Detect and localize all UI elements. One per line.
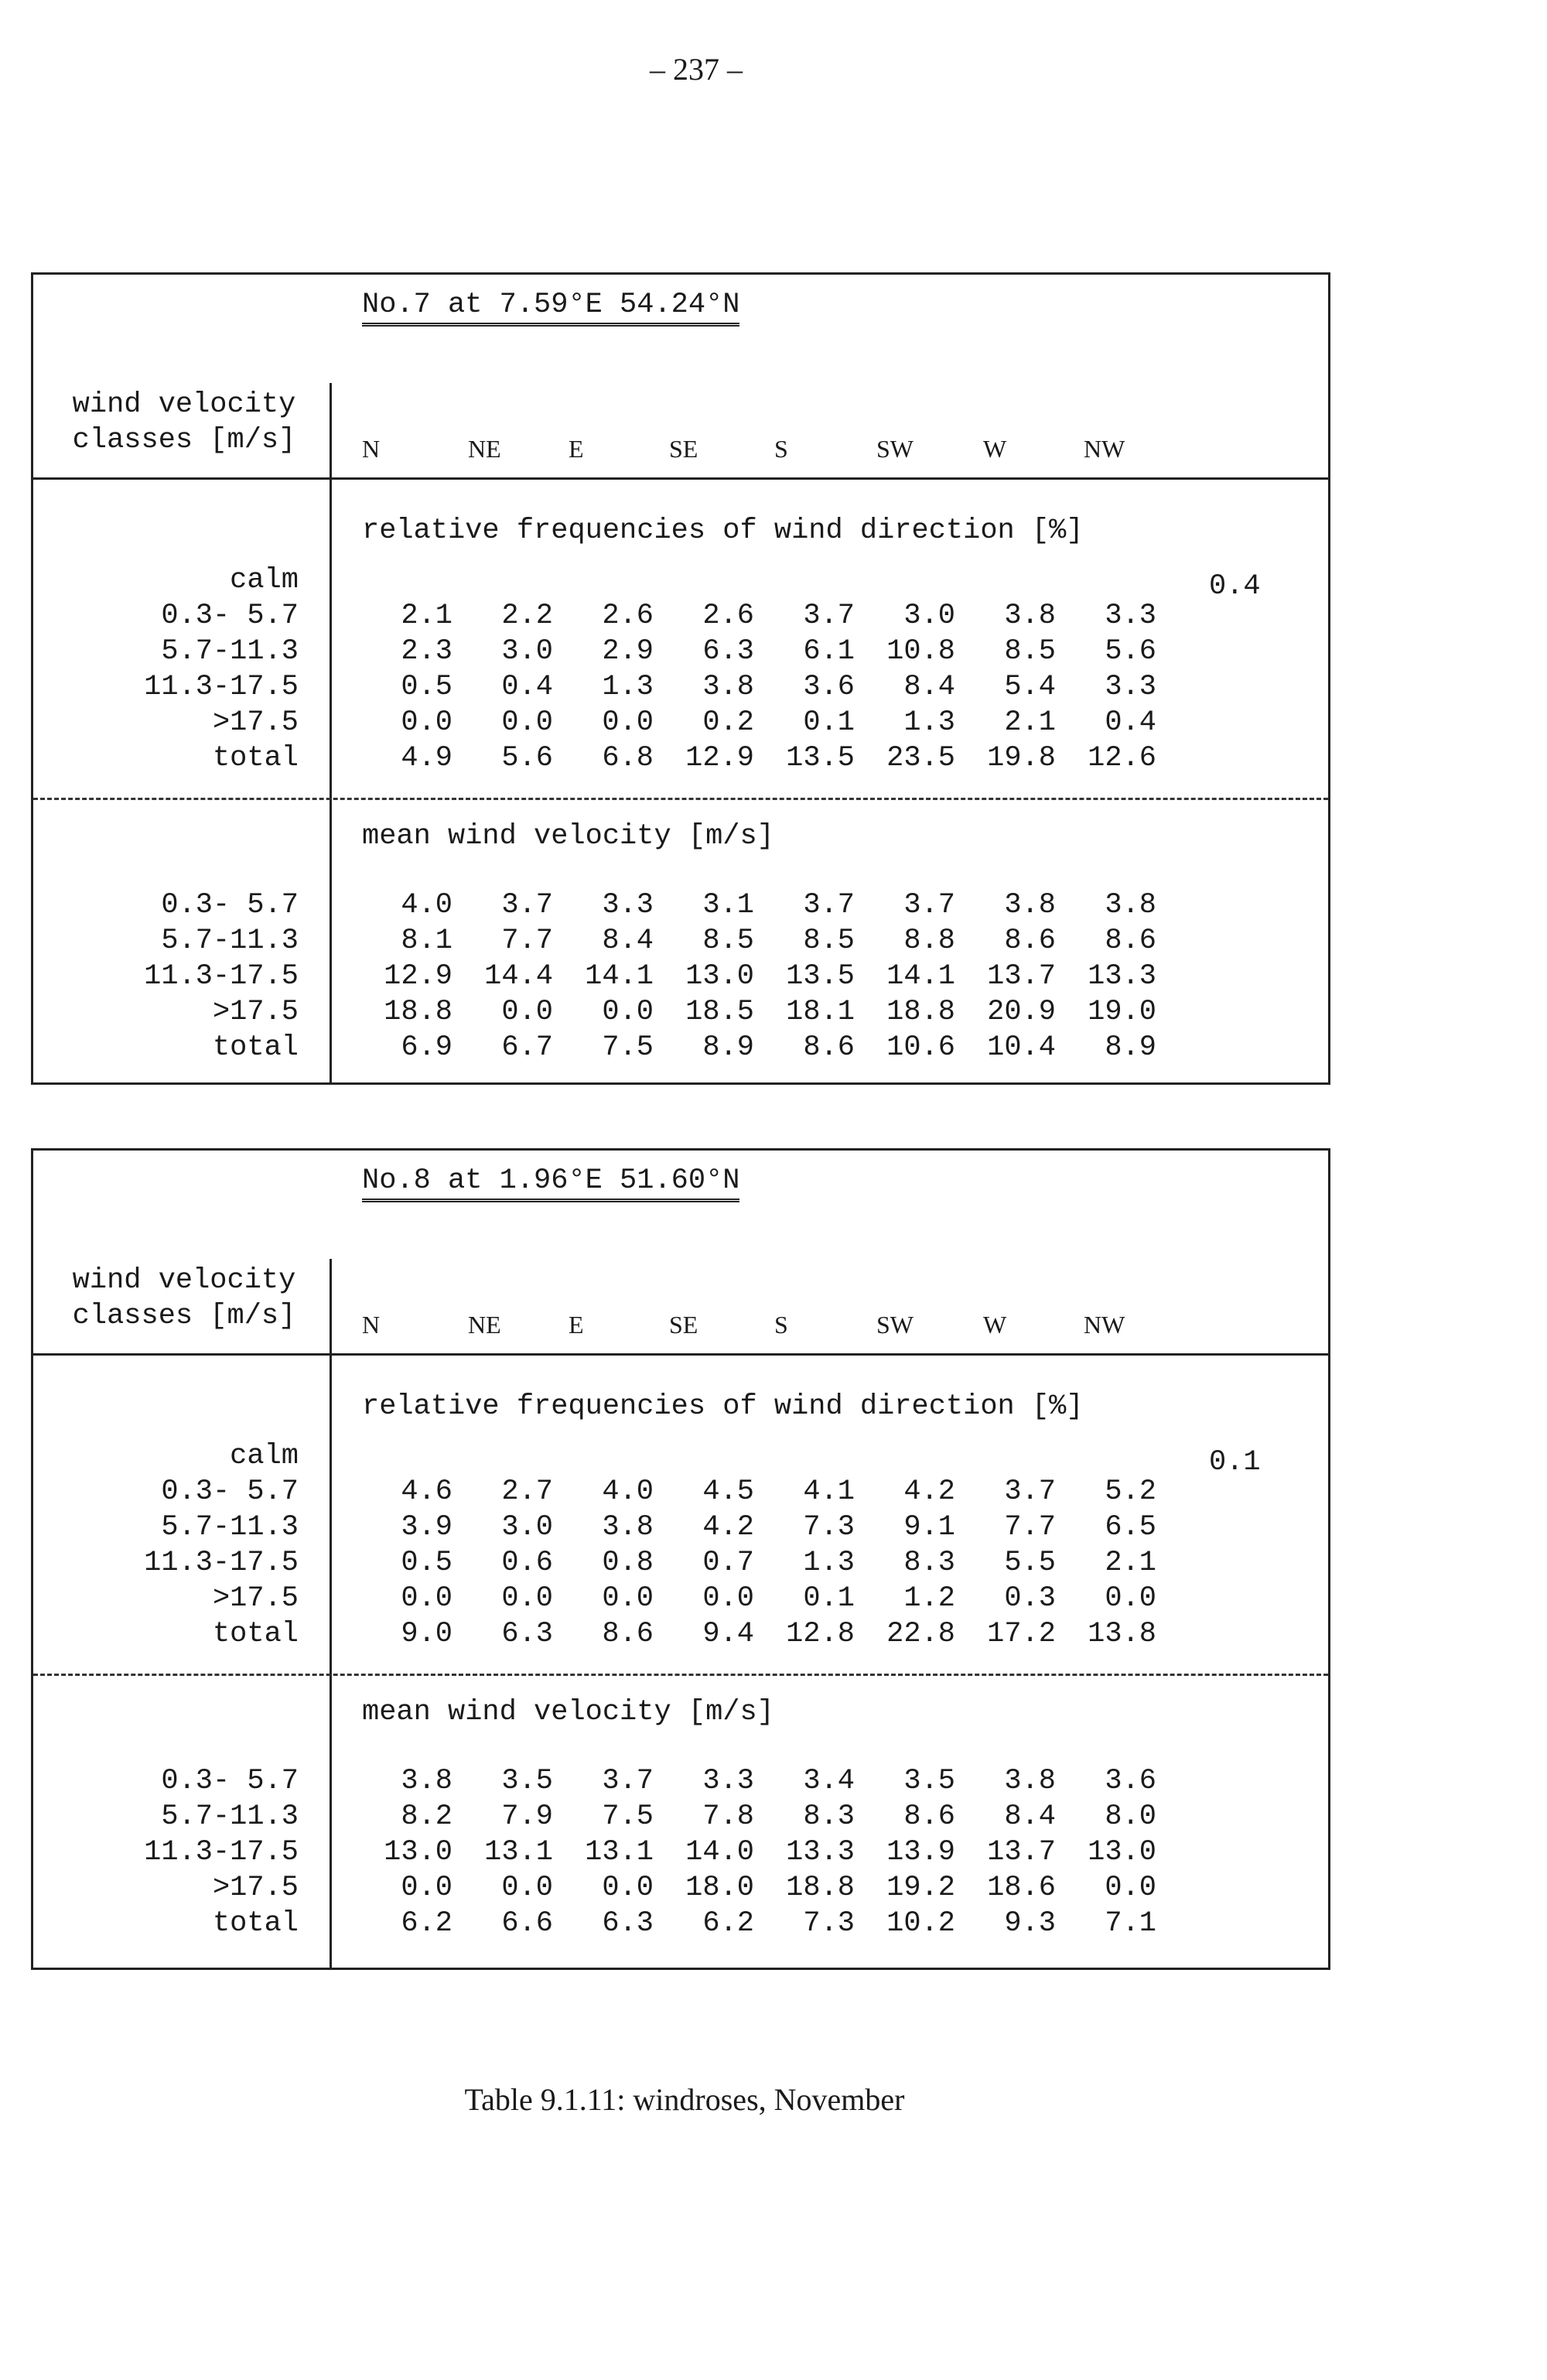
- freq-class-label: total: [212, 1618, 299, 1650]
- mean-cell: 3.5: [903, 1765, 955, 1797]
- calm-value: 0.4: [1209, 570, 1261, 603]
- freq-cell: 0.1: [803, 706, 855, 739]
- freq-cell: 2.6: [602, 600, 654, 632]
- mean-cell: 13.0: [685, 960, 754, 993]
- mean-cell: 8.1: [401, 925, 452, 957]
- mean-cell: 3.8: [1004, 1765, 1056, 1797]
- page-number: – 237 –: [650, 52, 743, 87]
- freq-cell: 19.8: [987, 742, 1056, 775]
- freq-cell: 3.0: [903, 600, 955, 632]
- mean-cell: 0.0: [1105, 1872, 1156, 1904]
- freq-section-label: relative frequencies of wind direction [%]: [362, 515, 1084, 547]
- direction-header-n: N: [362, 1311, 381, 1339]
- mean-cell: 12.9: [384, 960, 452, 993]
- section-separator: [33, 798, 1328, 800]
- mean-cell: 7.9: [501, 1800, 553, 1833]
- freq-class-label: total: [212, 742, 299, 775]
- mean-cell: 0.0: [401, 1872, 452, 1904]
- freq-class-label: calm: [230, 564, 299, 597]
- station-title: No.8 at 1.96°E 51.60°N: [362, 1164, 739, 1202]
- mean-cell: 6.3: [602, 1907, 654, 1940]
- freq-section-label: relative frequencies of wind direction [%]: [362, 1390, 1084, 1423]
- direction-header-n: N: [362, 435, 381, 463]
- mean-cell: 3.7: [602, 1765, 654, 1797]
- freq-cell: 3.0: [501, 1511, 553, 1544]
- header-rule: [33, 1353, 1328, 1356]
- mean-cell: 8.3: [803, 1800, 855, 1833]
- mean-class-label: >17.5: [212, 996, 299, 1028]
- freq-cell: 3.8: [702, 671, 754, 703]
- freq-cell: 13.5: [786, 742, 855, 775]
- mean-cell: 18.0: [685, 1872, 754, 1904]
- freq-cell: 23.5: [886, 742, 955, 775]
- freq-cell: 0.3: [1004, 1582, 1056, 1615]
- freq-cell: 3.8: [602, 1511, 654, 1544]
- mean-cell: 6.6: [501, 1907, 553, 1940]
- calm-value: 0.1: [1209, 1446, 1261, 1479]
- mean-cell: 0.0: [501, 1872, 553, 1904]
- direction-header-ne: NE: [468, 1311, 501, 1339]
- mean-cell: 18.5: [685, 996, 754, 1028]
- mean-cell: 13.0: [384, 1836, 452, 1869]
- freq-class-label: 0.3- 5.7: [161, 600, 299, 632]
- column-divider: [330, 1259, 332, 1968]
- freq-cell: 2.9: [602, 635, 654, 668]
- mean-cell: 18.1: [786, 996, 855, 1028]
- freq-cell: 2.1: [1105, 1547, 1156, 1579]
- column-divider: [330, 383, 332, 1082]
- mean-cell: 3.3: [702, 1765, 754, 1797]
- direction-header-se: SE: [669, 1311, 698, 1339]
- class-header: [49, 387, 319, 458]
- mean-cell: 19.2: [886, 1872, 955, 1904]
- freq-cell: 5.2: [1105, 1476, 1156, 1508]
- mean-cell: 8.4: [602, 925, 654, 957]
- freq-cell: 2.7: [501, 1476, 553, 1508]
- direction-header-s: S: [774, 435, 788, 463]
- freq-cell: 12.9: [685, 742, 754, 775]
- freq-cell: 12.8: [786, 1618, 855, 1650]
- mean-cell: 19.0: [1088, 996, 1156, 1028]
- freq-cell: 4.1: [803, 1476, 855, 1508]
- freq-cell: 9.1: [903, 1511, 955, 1544]
- direction-header-w: W: [983, 435, 1007, 463]
- freq-class-label: >17.5: [212, 1582, 299, 1615]
- mean-cell: 18.6: [987, 1872, 1056, 1904]
- mean-cell: 8.0: [1105, 1800, 1156, 1833]
- mean-class-label: 11.3-17.5: [144, 960, 299, 993]
- mean-cell: 13.9: [886, 1836, 955, 1869]
- freq-cell: 2.2: [501, 600, 553, 632]
- direction-header-se: SE: [669, 435, 698, 463]
- direction-header-nw: NW: [1084, 1311, 1125, 1339]
- mean-cell: 13.7: [987, 960, 1056, 993]
- freq-cell: 9.0: [401, 1618, 452, 1650]
- freq-cell: 3.7: [803, 600, 855, 632]
- mean-cell: 13.7: [987, 1836, 1056, 1869]
- freq-class-label: 0.3- 5.7: [161, 1476, 299, 1508]
- freq-cell: 4.2: [903, 1476, 955, 1508]
- mean-cell: 3.5: [501, 1765, 553, 1797]
- mean-cell: 8.6: [1105, 925, 1156, 957]
- mean-cell: 3.8: [401, 1765, 452, 1797]
- station-title: No.7 at 7.59°E 54.24°N: [362, 289, 739, 327]
- direction-header-nw: NW: [1084, 435, 1125, 463]
- freq-cell: 0.4: [1105, 706, 1156, 739]
- mean-cell: 13.3: [1088, 960, 1156, 993]
- freq-cell: 7.7: [1004, 1511, 1056, 1544]
- freq-cell: 22.8: [886, 1618, 955, 1650]
- mean-class-label: 5.7-11.3: [161, 925, 299, 957]
- freq-cell: 5.4: [1004, 671, 1056, 703]
- section-separator: [33, 1674, 1328, 1676]
- freq-cell: 8.4: [903, 671, 955, 703]
- mean-cell: 3.7: [903, 889, 955, 922]
- mean-cell: 9.3: [1004, 1907, 1056, 1940]
- freq-cell: 8.5: [1004, 635, 1056, 668]
- freq-cell: 0.4: [501, 671, 553, 703]
- mean-cell: 8.6: [803, 1031, 855, 1064]
- mean-cell: 8.5: [803, 925, 855, 957]
- mean-cell: 13.5: [786, 960, 855, 993]
- freq-cell: 17.2: [987, 1618, 1056, 1650]
- freq-cell: 0.6: [501, 1547, 553, 1579]
- mean-cell: 4.0: [401, 889, 452, 922]
- mean-cell: 18.8: [886, 996, 955, 1028]
- mean-cell: 18.8: [786, 1872, 855, 1904]
- mean-cell: 8.5: [702, 925, 754, 957]
- mean-cell: 20.9: [987, 996, 1056, 1028]
- mean-cell: 0.0: [501, 996, 553, 1028]
- freq-class-label: 5.7-11.3: [161, 635, 299, 668]
- windrose-table-station-7: [31, 272, 1330, 1085]
- mean-cell: 0.0: [602, 1872, 654, 1904]
- direction-header-e: E: [569, 435, 584, 463]
- mean-cell: 3.4: [803, 1765, 855, 1797]
- freq-cell: 4.0: [602, 1476, 654, 1508]
- direction-header-sw: SW: [876, 435, 914, 463]
- freq-cell: 0.0: [501, 706, 553, 739]
- freq-cell: 0.7: [702, 1547, 754, 1579]
- direction-header-s: S: [774, 1311, 788, 1339]
- freq-cell: 0.0: [401, 1582, 452, 1615]
- mean-cell: 3.7: [501, 889, 553, 922]
- mean-cell: 14.4: [484, 960, 553, 993]
- freq-cell: 3.6: [803, 671, 855, 703]
- mean-cell: 3.1: [702, 889, 754, 922]
- header-rule: [33, 477, 1328, 480]
- freq-cell: 0.2: [702, 706, 754, 739]
- mean-cell: 0.0: [602, 996, 654, 1028]
- mean-cell: 6.2: [401, 1907, 452, 1940]
- mean-cell: 14.1: [585, 960, 654, 993]
- freq-cell: 2.1: [401, 600, 452, 632]
- freq-cell: 10.8: [886, 635, 955, 668]
- freq-cell: 1.3: [602, 671, 654, 703]
- mean-cell: 10.2: [886, 1907, 955, 1940]
- freq-cell: 1.3: [903, 706, 955, 739]
- mean-class-label: 11.3-17.5: [144, 1836, 299, 1869]
- mean-cell: 3.7: [803, 889, 855, 922]
- mean-cell: 8.9: [702, 1031, 754, 1064]
- freq-cell: 0.0: [602, 706, 654, 739]
- mean-cell: 8.4: [1004, 1800, 1056, 1833]
- freq-cell: 5.6: [501, 742, 553, 775]
- freq-class-label: 5.7-11.3: [161, 1511, 299, 1544]
- freq-cell: 1.2: [903, 1582, 955, 1615]
- freq-cell: 3.3: [1105, 671, 1156, 703]
- freq-cell: 13.8: [1088, 1618, 1156, 1650]
- mean-cell: 8.9: [1105, 1031, 1156, 1064]
- freq-class-label: >17.5: [212, 706, 299, 739]
- mean-cell: 7.7: [501, 925, 553, 957]
- freq-cell: 0.0: [401, 706, 452, 739]
- freq-cell: 6.3: [501, 1618, 553, 1650]
- mean-cell: 13.1: [585, 1836, 654, 1869]
- freq-cell: 8.3: [903, 1547, 955, 1579]
- freq-cell: 4.6: [401, 1476, 452, 1508]
- class-header-line1: wind velocity: [72, 388, 296, 421]
- freq-cell: 2.3: [401, 635, 452, 668]
- mean-class-label: total: [212, 1907, 299, 1940]
- freq-cell: 2.6: [702, 600, 754, 632]
- freq-cell: 1.3: [803, 1547, 855, 1579]
- mean-cell: 13.0: [1088, 1836, 1156, 1869]
- freq-cell: 0.1: [803, 1582, 855, 1615]
- mean-cell: 6.7: [501, 1031, 553, 1064]
- freq-cell: 7.3: [803, 1511, 855, 1544]
- freq-cell: 9.4: [702, 1618, 754, 1650]
- mean-cell: 14.1: [886, 960, 955, 993]
- mean-cell: 3.8: [1004, 889, 1056, 922]
- freq-cell: 0.8: [602, 1547, 654, 1579]
- freq-cell: 4.5: [702, 1476, 754, 1508]
- mean-section-label: mean wind velocity [m/s]: [362, 1696, 774, 1729]
- mean-cell: 7.5: [602, 1031, 654, 1064]
- freq-cell: 6.3: [702, 635, 754, 668]
- mean-cell: 8.6: [903, 1800, 955, 1833]
- mean-cell: 13.3: [786, 1836, 855, 1869]
- class-header-line1: wind velocity: [72, 1264, 296, 1297]
- mean-cell: 8.2: [401, 1800, 452, 1833]
- freq-cell: 2.1: [1004, 706, 1056, 739]
- table-caption: Table 9.1.11: windroses, November: [464, 2082, 905, 2117]
- freq-cell: 5.5: [1004, 1547, 1056, 1579]
- freq-cell: 6.8: [602, 742, 654, 775]
- mean-cell: 3.3: [602, 889, 654, 922]
- mean-cell: 10.4: [987, 1031, 1056, 1064]
- mean-cell: 10.6: [886, 1031, 955, 1064]
- freq-class-label: 11.3-17.5: [144, 1547, 299, 1579]
- direction-header-e: E: [569, 1311, 584, 1339]
- freq-cell: 0.0: [602, 1582, 654, 1615]
- freq-cell: 3.0: [501, 635, 553, 668]
- freq-cell: 4.2: [702, 1511, 754, 1544]
- freq-class-label: 11.3-17.5: [144, 671, 299, 703]
- mean-section-label: mean wind velocity [m/s]: [362, 820, 774, 853]
- mean-cell: 3.8: [1105, 889, 1156, 922]
- freq-cell: 0.0: [501, 1582, 553, 1615]
- mean-cell: 7.1: [1105, 1907, 1156, 1940]
- mean-cell: 7.3: [803, 1907, 855, 1940]
- mean-cell: 13.1: [484, 1836, 553, 1869]
- freq-cell: 0.0: [1105, 1582, 1156, 1615]
- freq-cell: 6.5: [1105, 1511, 1156, 1544]
- mean-class-label: 0.3- 5.7: [161, 1765, 299, 1797]
- direction-header-w: W: [983, 1311, 1007, 1339]
- mean-cell: 6.9: [401, 1031, 452, 1064]
- windrose-table-station-8: [31, 1148, 1330, 1970]
- freq-cell: 3.3: [1105, 600, 1156, 632]
- direction-header-ne: NE: [468, 435, 501, 463]
- mean-class-label: 5.7-11.3: [161, 1800, 299, 1833]
- freq-cell: 0.0: [702, 1582, 754, 1615]
- freq-cell: 0.5: [401, 671, 452, 703]
- mean-cell: 14.0: [685, 1836, 754, 1869]
- freq-cell: 3.8: [1004, 600, 1056, 632]
- freq-cell: 3.9: [401, 1511, 452, 1544]
- mean-cell: 18.8: [384, 996, 452, 1028]
- mean-class-label: total: [212, 1031, 299, 1064]
- mean-class-label: 0.3- 5.7: [161, 889, 299, 922]
- mean-class-label: >17.5: [212, 1872, 299, 1904]
- freq-cell: 8.6: [602, 1618, 654, 1650]
- mean-cell: 7.5: [602, 1800, 654, 1833]
- mean-cell: 8.6: [1004, 925, 1056, 957]
- mean-cell: 7.8: [702, 1800, 754, 1833]
- freq-cell: 0.5: [401, 1547, 452, 1579]
- freq-class-label: calm: [230, 1440, 299, 1472]
- class-header-line2: classes [m/s]: [72, 1300, 296, 1332]
- mean-cell: 3.6: [1105, 1765, 1156, 1797]
- class-header: [49, 1263, 319, 1334]
- mean-cell: 8.8: [903, 925, 955, 957]
- direction-header-sw: SW: [876, 1311, 914, 1339]
- class-header-line2: classes [m/s]: [72, 424, 296, 457]
- freq-cell: 12.6: [1088, 742, 1156, 775]
- freq-cell: 4.9: [401, 742, 452, 775]
- freq-cell: 5.6: [1105, 635, 1156, 668]
- mean-cell: 6.2: [702, 1907, 754, 1940]
- freq-cell: 6.1: [803, 635, 855, 668]
- freq-cell: 3.7: [1004, 1476, 1056, 1508]
